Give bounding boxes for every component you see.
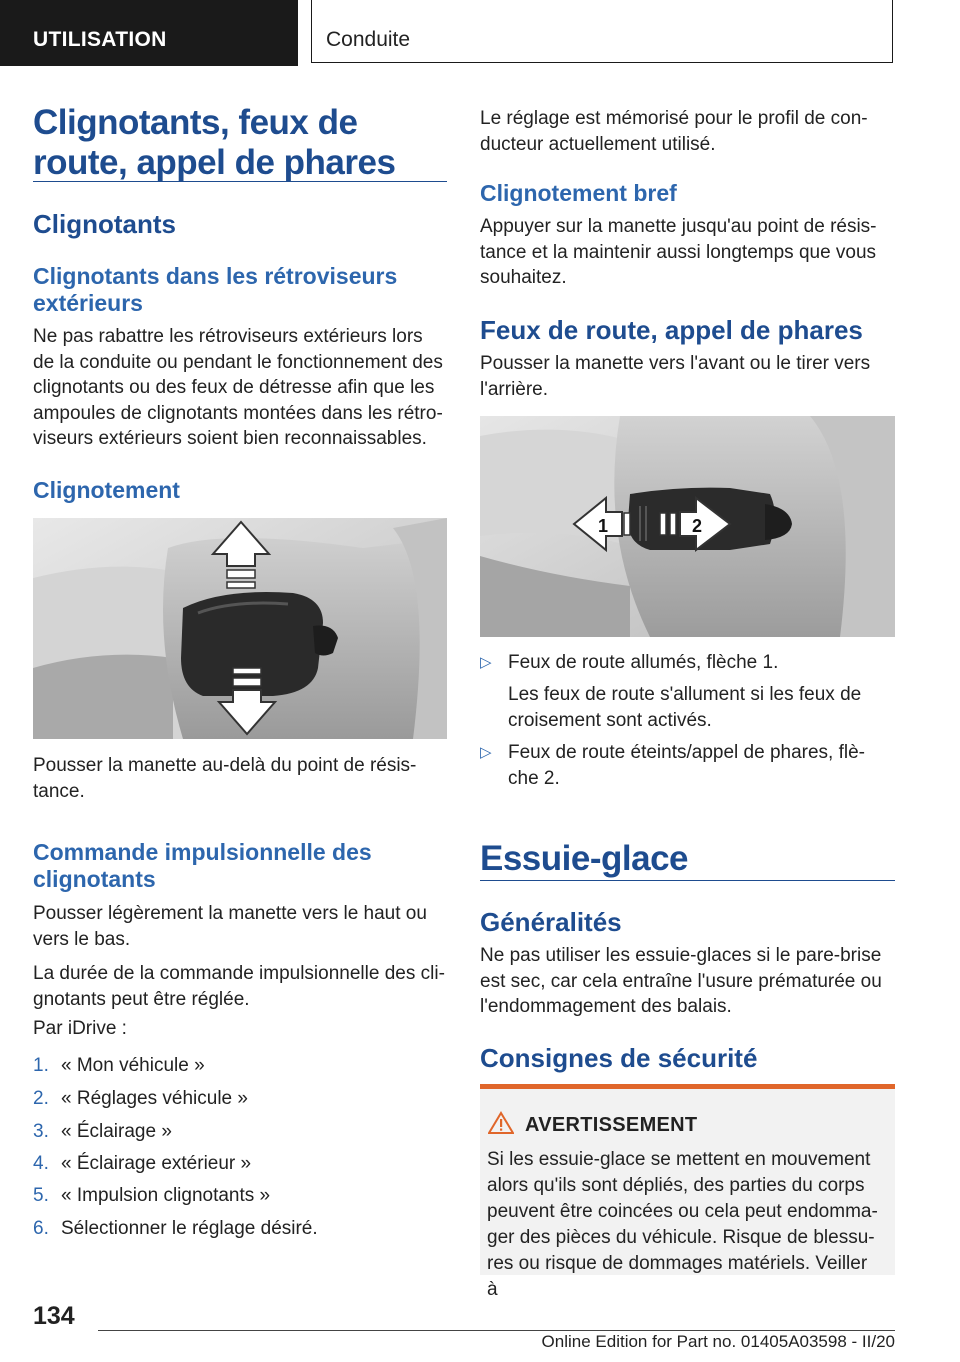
bullet-text: Feux de route allumés, flèche 1. — [508, 652, 779, 673]
list-text: « Mon véhicule » — [61, 1055, 205, 1076]
list-item — [33, 1151, 447, 1177]
section-rule — [480, 880, 895, 881]
triangle-bullet-icon: ▷ — [480, 654, 492, 671]
list-number: 2. — [33, 1088, 49, 1109]
heading-impulsion: Commande impulsionnelle des clignotants — [33, 839, 372, 892]
list-text: « Éclairage » — [61, 1121, 172, 1142]
heading-retro: Clignotants dans les rétroviseurs extérieurs — [33, 263, 398, 316]
title-rule — [33, 181, 447, 182]
warning-triangle-icon — [488, 1111, 514, 1140]
bullet-item — [480, 740, 895, 791]
list-number: 6. — [33, 1218, 49, 1239]
warning-box — [480, 1084, 895, 1300]
list-text: Sélectionner le réglage désiré. — [61, 1218, 318, 1239]
para-generalites: Ne pas utiliser les essuie-glaces si le pare-brise est sec, car cela entraîne l'usure prématurée ou l'endommagement des balais. — [480, 945, 882, 1017]
section-title-essuie: Essuie-glace — [480, 839, 688, 878]
list-text: « Impulsion clignotants » — [61, 1185, 271, 1206]
bullet-sub — [480, 682, 895, 733]
chapter-tab — [311, 0, 893, 63]
warning-text: Si les essuie-glace se mettent en mouvement alors qu'ils sont dépliés, des parties du corps peuvent être coincées ou cela peut endomma‐ger des pièces du véhicule. Risque de blessu‐res ou risque de dommages matériels. Veiller à — [487, 1149, 878, 1300]
para-impulsion-1: Pousser légèrement la manette vers le haut ou vers le bas. — [33, 903, 427, 950]
triangle-bullet-icon: ▷ — [480, 744, 492, 761]
heading-generalites: Généralités — [480, 907, 622, 937]
list-item — [33, 1183, 447, 1209]
list-text: « Réglages véhicule » — [61, 1088, 248, 1109]
edition-note: Online Edition for Part no. 01405A03598 - II/20 — [541, 1332, 895, 1351]
arrow-label-1: 1 — [598, 516, 609, 536]
para-feux: Pousser la manette vers l'avant ou le tirer vers l'arrière. — [480, 353, 871, 400]
section-tab — [0, 0, 298, 66]
lever-up-down-image — [33, 518, 447, 739]
list-text: « Éclairage extérieur » — [61, 1153, 252, 1174]
list-number: 3. — [33, 1121, 49, 1142]
bullet-subtext: Les feux de route s'allument si les feux de croisement sont activés. — [508, 684, 862, 731]
para-impulsion-2: La durée de la commande impulsionnelle des cli‐gnotants peut être réglée. — [33, 963, 445, 1010]
para-idrive: Par iDrive : — [33, 1018, 127, 1039]
chapter-label: Conduite — [326, 28, 411, 51]
heading-feux: Feux de route, appel de phares — [480, 315, 863, 345]
lever-forward-back-image — [480, 416, 895, 637]
heading-clignotement: Clignotement — [33, 477, 180, 503]
list-number: 5. — [33, 1185, 49, 1206]
list-item — [33, 1216, 447, 1242]
page-header — [0, 0, 960, 66]
bullet-item — [480, 650, 895, 676]
para-memo: Le réglage est mémorisé pour le profil de con‐ducteur actuellement utilisé. — [480, 108, 868, 155]
list-item — [33, 1119, 447, 1145]
heading-bref: Clignotement bref — [480, 180, 677, 206]
bullet-text: Feux de route éteints/appel de phares, flè‐che 2. — [508, 742, 866, 789]
section-label: UTILISATION — [33, 28, 167, 51]
list-item — [33, 1086, 447, 1112]
arrow-label-2: 2 — [692, 516, 703, 536]
footer-rule — [98, 1330, 895, 1331]
page-title: Clignotants, feux de route, appel de phares — [33, 103, 396, 182]
list-number: 4. — [33, 1153, 49, 1174]
para-retro: Ne pas rabattre les rétroviseurs extérieurs lors de la conduite ou pendant le fonctionnement des clignotants ou des feux de détresse afin que les ampoules de clignotants montées dans les rétro‐viseurs extérieurs soient bien reconnaissables. — [33, 326, 443, 449]
page-number: 134 — [33, 1302, 75, 1330]
warning-title: AVERTISSEMENT — [525, 1114, 698, 1136]
list-number: 1. — [33, 1055, 49, 1076]
heading-consignes: Consignes de sécurité — [480, 1043, 758, 1073]
list-item — [33, 1053, 447, 1079]
para-bref: Appuyer sur la manette jusqu'au point de résis‐tance et la maintenir aussi longtemps que vous souhaitez. — [480, 216, 877, 288]
para-clignotement: Pousser la manette au-delà du point de résis‐tance. — [33, 755, 417, 802]
heading-clignotants: Clignotants — [33, 209, 176, 239]
